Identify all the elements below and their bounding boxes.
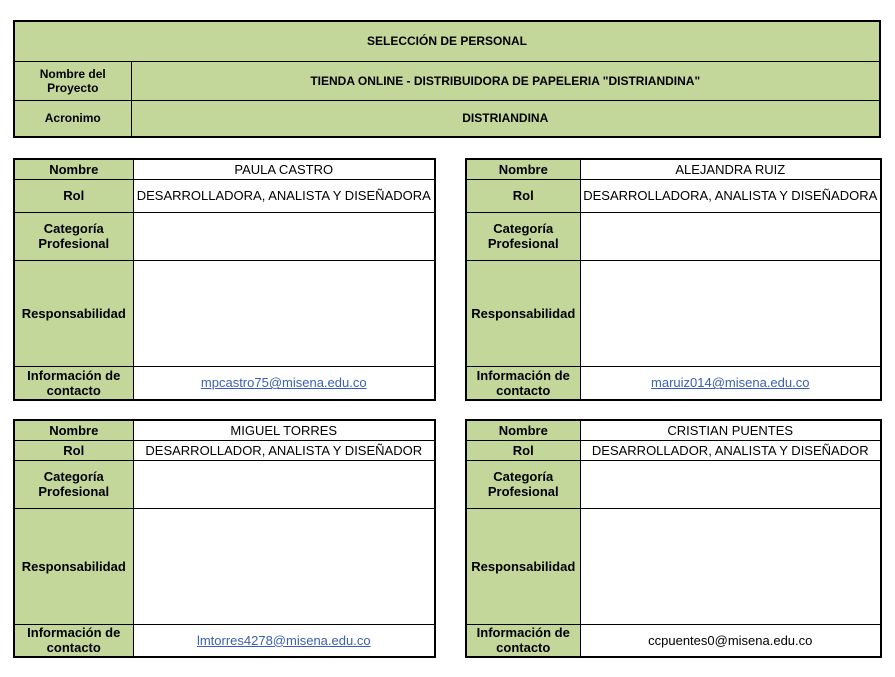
responsabilidad-value	[133, 260, 435, 366]
categoria-label: Categoría Profesional	[466, 212, 580, 260]
rol-label: Rol	[466, 179, 580, 212]
email-link[interactable]: lmtorres4278@misena.edu.co	[196, 632, 371, 648]
email-link[interactable]: maruiz014@misena.edu.co	[651, 375, 810, 391]
responsabilidad-label: Responsabilidad	[466, 508, 580, 624]
rol-label: Rol	[14, 440, 133, 460]
project-name-label: Nombre del Proyecto	[14, 61, 131, 100]
contacto-label: Información de contacto	[14, 624, 133, 657]
nombre-value: CRISTIAN PUENTES	[580, 420, 881, 440]
person-card-alejandra-ruiz	[465, 158, 882, 401]
nombre-value: ALEJANDRA RUIZ	[580, 159, 881, 179]
nombre-label: Nombre	[14, 159, 133, 179]
person-card-miguel-torres	[13, 419, 436, 658]
categoria-label: Categoría Profesional	[466, 460, 580, 508]
email-link[interactable]: mpcastro75@misena.edu.co	[200, 375, 367, 391]
email-value: ccpuentes0@misena.edu.co	[580, 624, 881, 657]
responsabilidad-value	[580, 260, 881, 366]
responsabilidad-label: Responsabilidad	[466, 260, 580, 366]
rol-label: Rol	[14, 179, 133, 212]
nombre-label: Nombre	[466, 159, 580, 179]
person-card-paula-castro	[13, 158, 436, 401]
section-title: SELECCIÓN DE PERSONAL	[14, 21, 880, 61]
categoria-value	[580, 212, 881, 260]
project-header-table	[13, 20, 881, 138]
responsabilidad-label: Responsabilidad	[14, 260, 133, 366]
responsabilidad-value	[133, 508, 435, 624]
nombre-value: MIGUEL TORRES	[133, 420, 435, 440]
nombre-value: PAULA CASTRO	[133, 159, 435, 179]
contacto-label: Información de contacto	[466, 624, 580, 657]
categoria-value	[133, 460, 435, 508]
responsabilidad-value	[580, 508, 881, 624]
categoria-label: Categoría Profesional	[14, 460, 133, 508]
project-name-value: TIENDA ONLINE - DISTRIBUIDORA DE PAPELERIA "DISTRIANDINA"	[131, 61, 880, 100]
rol-value: DESARROLLADORA, ANALISTA Y DISEÑADORA	[580, 179, 881, 212]
rol-value: DESARROLLADORA, ANALISTA Y DISEÑADORA	[133, 179, 435, 212]
responsabilidad-label: Responsabilidad	[14, 508, 133, 624]
contacto-label: Información de contacto	[14, 366, 133, 400]
categoria-label: Categoría Profesional	[14, 212, 133, 260]
acronym-label: Acronimo	[14, 100, 131, 137]
rol-label: Rol	[466, 440, 580, 460]
rol-value: DESARROLLADOR, ANALISTA Y DISEÑADOR	[580, 440, 881, 460]
nombre-label: Nombre	[14, 420, 133, 440]
rol-value: DESARROLLADOR, ANALISTA Y DISEÑADOR	[133, 440, 435, 460]
nombre-label: Nombre	[466, 420, 580, 440]
categoria-value	[133, 212, 435, 260]
contacto-label: Información de contacto	[466, 366, 580, 400]
acronym-value: DISTRIANDINA	[131, 100, 880, 137]
categoria-value	[580, 460, 881, 508]
person-card-cristian-puentes	[465, 419, 882, 658]
